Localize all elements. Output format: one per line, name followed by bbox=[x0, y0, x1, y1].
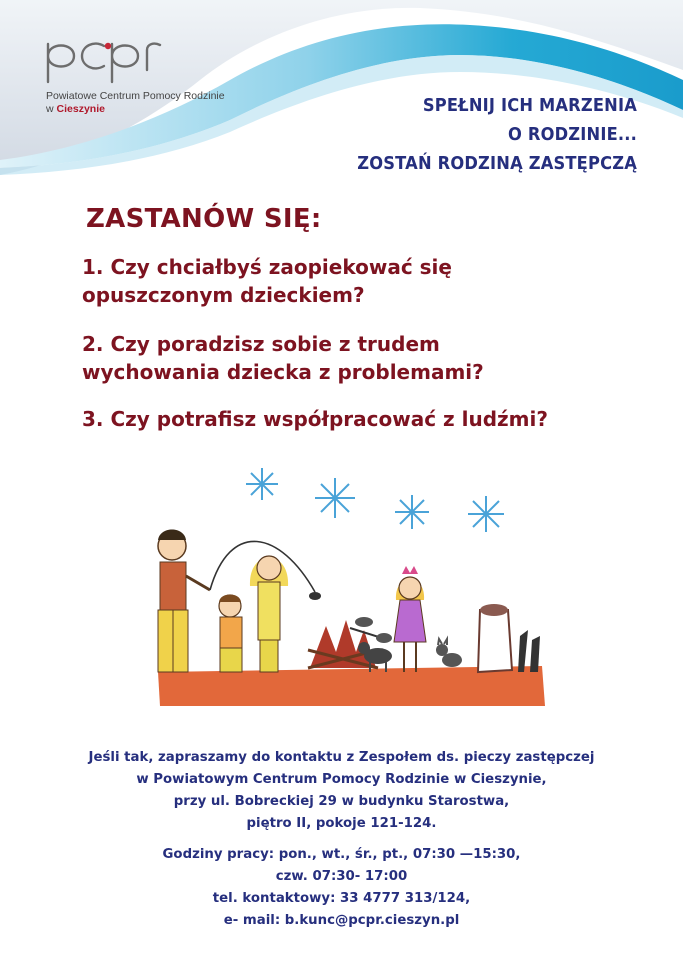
headline-line-1: SPEŁNIJ ICH MARZENIA bbox=[422, 96, 637, 116]
hours-line-2: czw. 07:30- 17:00 bbox=[275, 869, 408, 884]
contact-line-1: Jeśli tak, zapraszamy do kontaktu z Zespołem ds. pieczy zastępczej bbox=[88, 750, 595, 765]
question-3-line-1: 3. Czy potrafisz współpracować z ludźmi? bbox=[82, 407, 548, 431]
logo-location-city: Cieszynie bbox=[56, 103, 105, 115]
question-3 bbox=[82, 405, 548, 433]
logo-location bbox=[46, 103, 105, 115]
father-figure bbox=[158, 530, 210, 673]
logo-subtitle: Powiatowe Centrum Pomocy Rodzinie bbox=[46, 90, 225, 102]
contact-line-3: przy ul. Bobreckiej 29 w budynku Starostwa, bbox=[173, 794, 510, 809]
contact-info bbox=[0, 747, 683, 835]
headline-line-3: ZOSTAŃ RODZINĄ ZASTĘPCZĄ bbox=[357, 154, 637, 174]
snowflake-icon bbox=[246, 468, 504, 532]
question-2 bbox=[82, 330, 484, 386]
contact-line-4: piętro II, pokoje 121-124. bbox=[246, 816, 437, 831]
boy-figure bbox=[219, 595, 242, 673]
email-line: e- mail: b.kunc@pcpr.cieszyn.pl bbox=[223, 913, 460, 928]
frying-pan bbox=[350, 617, 392, 643]
question-2-line-1: 2. Czy poradzisz sobie z trudem bbox=[82, 332, 440, 356]
headline-line-2: O RODZINIE... bbox=[507, 125, 637, 145]
consider-heading: ZASTANÓW SIĘ: bbox=[86, 204, 322, 234]
question-1-line-2: opuszczonym dzieckiem? bbox=[82, 283, 365, 307]
contact-line-2: w Powiatowym Centrum Pomocy Rodzinie w Cieszynie, bbox=[136, 772, 547, 787]
pcpr-logo bbox=[44, 34, 164, 86]
office-hours-info bbox=[0, 844, 683, 932]
logo-location-prefix: w bbox=[46, 103, 54, 115]
girl-figure bbox=[394, 566, 426, 672]
hours-line-1: Godziny pracy: pon., wt., śr., pt., 07:30 —15:30, bbox=[162, 847, 521, 862]
question-1 bbox=[82, 253, 452, 309]
question-1-line-1: 1. Czy chciałbyś zaopiekować się bbox=[82, 255, 452, 279]
child-drawing-illustration bbox=[150, 460, 550, 710]
question-2-line-2: wychowania dziecka z problemami? bbox=[82, 360, 484, 384]
cat-figure bbox=[436, 639, 462, 667]
tree-stump bbox=[478, 604, 540, 672]
mother-figure bbox=[250, 556, 288, 672]
phone-line: tel. kontaktowy: 33 4777 313/124, bbox=[212, 891, 471, 906]
headline bbox=[237, 92, 637, 179]
